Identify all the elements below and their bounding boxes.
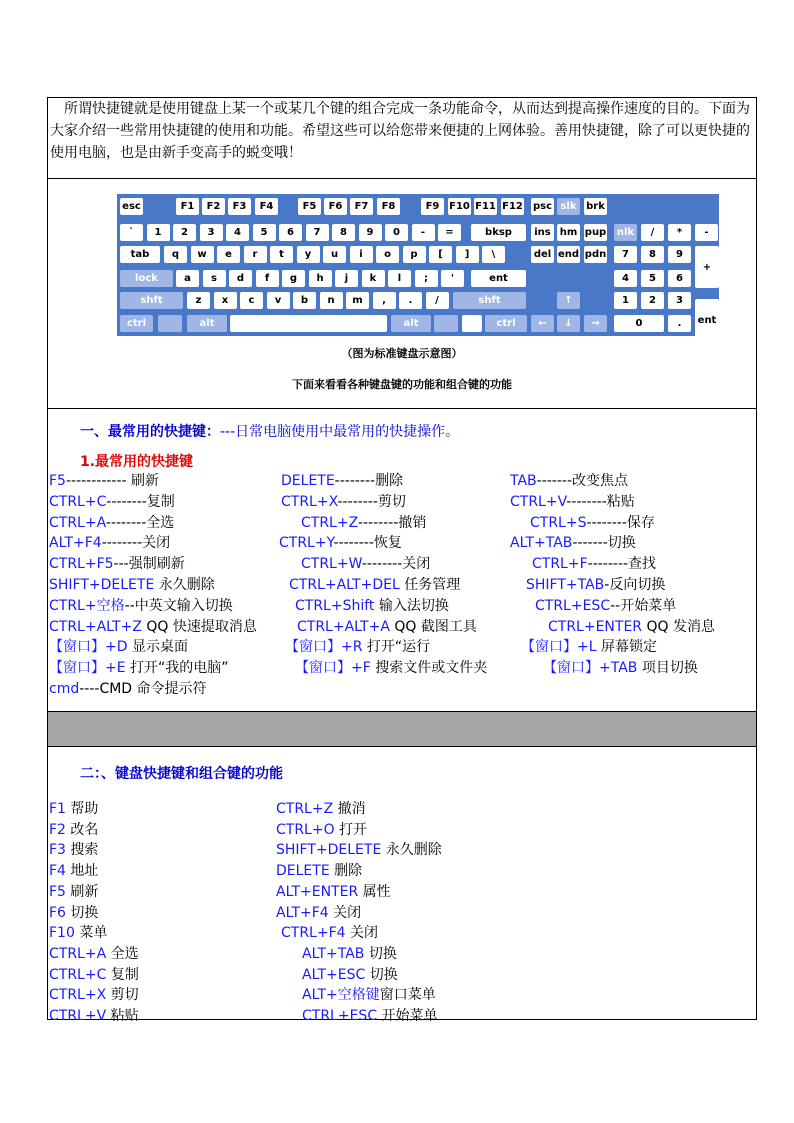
key-8: 8	[332, 224, 355, 241]
shortcut-item	[510, 471, 628, 491]
shortcut-action: -------改变焦点	[536, 473, 629, 489]
shortcut-action: --------关闭	[361, 556, 431, 573]
shortcut-item	[301, 513, 426, 533]
grey-separator	[48, 712, 756, 747]
shortcut-item	[281, 492, 406, 512]
function-item	[49, 882, 98, 902]
shortcut-action: --中英文输入切换	[124, 597, 233, 614]
function-item	[49, 985, 139, 1005]
function-desc: 切换	[364, 945, 397, 962]
key-.: .	[399, 292, 422, 309]
function-key: ALT+TAB	[302, 945, 365, 962]
shortcut-functions-section	[48, 747, 756, 1024]
function-key: F10	[49, 925, 75, 942]
function-desc: 打开	[334, 821, 368, 838]
function-key: CTRL+X	[49, 987, 107, 1004]
shortcut-item	[521, 637, 657, 657]
section1-heading	[80, 421, 459, 441]
function-desc: 删除	[329, 863, 363, 880]
shortcut-key: DELETE	[281, 473, 335, 489]
shortcut-item	[49, 617, 257, 637]
key-p: p	[403, 246, 426, 263]
shortcut-item	[49, 533, 170, 553]
key-`: `	[120, 224, 143, 241]
key-del: del	[531, 246, 554, 263]
key-8: 8	[641, 246, 664, 263]
key-ctrl: ctrl	[120, 315, 153, 332]
shortcut-item	[289, 575, 460, 595]
key-F9: F9	[421, 198, 444, 215]
function-desc: 关闭	[328, 904, 362, 921]
shortcut-item	[49, 679, 207, 699]
key-end: end	[557, 246, 580, 263]
shortcut-item	[548, 617, 715, 637]
function-key: CTRL+Z	[276, 801, 334, 817]
key-\: \	[482, 246, 505, 263]
shortcut-key: 【窗口】+L	[521, 639, 597, 656]
shortcut-action: --------保存	[586, 514, 655, 531]
key-↑: ↑	[557, 292, 580, 309]
function-item	[302, 965, 398, 985]
shortcut-key: CTRL+空格	[49, 597, 125, 614]
key-l: l	[388, 270, 411, 287]
function-item	[49, 861, 98, 881]
shortcut-action: 输入法切换	[374, 597, 449, 614]
function-key: F6	[49, 904, 66, 921]
shortcut-item	[530, 513, 655, 533]
key-c: c	[240, 292, 263, 309]
key-y: y	[297, 246, 320, 263]
function-key: CTRL+O	[276, 821, 335, 838]
key-pup: pup	[584, 224, 607, 241]
key-bksp: bksp	[471, 224, 526, 241]
key-ent: ent	[695, 299, 719, 341]
key-F7: F7	[350, 198, 373, 215]
key-k: k	[362, 270, 385, 287]
shortcut-key: CTRL+Y	[279, 535, 334, 552]
function-item	[49, 944, 139, 964]
shortcut-item	[49, 575, 215, 595]
shortcut-item	[297, 617, 477, 637]
function-key: CTRL+A	[49, 945, 107, 962]
shortcut-key: 【窗口】+R	[285, 639, 363, 656]
key--: -	[695, 224, 718, 241]
function-item	[49, 799, 98, 819]
function-item	[49, 965, 139, 985]
key-shft: shft	[453, 292, 526, 309]
shortcut-key: CTRL+Shift	[295, 597, 375, 614]
common-shortcuts-section	[48, 409, 756, 712]
function-key: ALT+ENTER	[276, 883, 359, 900]
function-item	[276, 840, 442, 860]
shortcut-item	[532, 554, 656, 574]
function-key: CTRL+C	[49, 966, 107, 983]
shortcut-action: QQ 快速提取消息	[141, 618, 257, 635]
shortcut-action: --------剪切	[337, 493, 406, 510]
key--: -	[412, 224, 435, 241]
shortcut-item	[285, 637, 430, 657]
key-+: +	[695, 246, 719, 288]
section2-heading: 二：、键盘快捷键和组合键的功能	[80, 766, 283, 782]
key-z: z	[187, 292, 210, 309]
function-desc: 切换	[365, 966, 398, 983]
key-i: i	[350, 246, 373, 263]
shortcut-key: 【窗口】+D	[49, 639, 128, 656]
function-item	[49, 1006, 139, 1026]
function-key: SHIFT+DELETE	[276, 842, 382, 859]
shortcut-action: 任务管理	[399, 577, 461, 593]
key-alt: alt	[391, 315, 431, 332]
shortcut-key: 【窗口】+TAB	[543, 660, 638, 677]
shortcut-item	[543, 658, 698, 678]
shortcut-action: -反向切换	[604, 577, 666, 593]
key-F4: F4	[255, 198, 278, 215]
key-,: ,	[373, 292, 396, 309]
function-desc: 窗口菜单	[379, 987, 436, 1004]
keyboard-caption: （图为标准键盘示意图）	[341, 347, 463, 360]
function-item	[276, 820, 367, 840]
function-item	[276, 799, 366, 819]
key-1: 1	[614, 292, 637, 309]
shortcut-item	[535, 596, 676, 616]
key-d: d	[229, 270, 252, 287]
key-b: b	[293, 292, 316, 309]
key-tab: tab	[120, 246, 160, 263]
key-F3: F3	[228, 198, 251, 215]
key-F8: F8	[377, 198, 400, 215]
shortcut-action: 永久删除	[154, 577, 215, 593]
key-x: x	[214, 292, 237, 309]
shortcut-key: CTRL+W	[301, 556, 362, 573]
key-F5: F5	[298, 198, 321, 215]
key-hm: hm	[557, 224, 580, 241]
shortcut-key: CTRL+Z	[301, 514, 358, 531]
key-3: 3	[668, 292, 691, 309]
shortcut-key: CTRL+ALT+Z	[49, 618, 142, 635]
function-item	[276, 882, 391, 902]
key-ctrl: ctrl	[485, 315, 527, 332]
key-a: a	[176, 270, 199, 287]
shortcut-key: TAB	[510, 473, 537, 489]
shortcut-key: CTRL+A	[49, 514, 106, 531]
function-key: CTRL+F4	[281, 925, 346, 942]
function-desc: 撤消	[333, 801, 366, 817]
document-table	[47, 97, 757, 1024]
shortcut-action: 屏幕锁定	[596, 639, 657, 656]
key-blank	[462, 315, 482, 332]
key-9: 9	[668, 246, 691, 263]
function-key: ALT+F4	[276, 904, 329, 921]
key-nlk: nlk	[614, 224, 637, 241]
shortcut-action: --------全选	[105, 514, 175, 531]
key-5: 5	[641, 270, 664, 287]
shortcut-item	[526, 575, 665, 595]
key-m: m	[346, 292, 369, 309]
shortcut-key: CTRL+ALT+DEL	[289, 577, 400, 593]
function-key: DELETE	[276, 863, 330, 880]
key-s: s	[203, 270, 226, 287]
function-key: ALT+空格键	[302, 987, 380, 1004]
shortcut-action: --------撤销	[357, 514, 427, 531]
key-0: 0	[614, 315, 664, 332]
key-→: →	[584, 315, 607, 332]
key-/: /	[426, 292, 449, 309]
key-F10: F10	[448, 198, 471, 215]
key-↓: ↓	[557, 315, 580, 332]
shortcut-key: CTRL+X	[281, 493, 338, 510]
shortcut-action: QQ 截图工具	[389, 618, 477, 635]
function-item	[276, 861, 362, 881]
intro-paragraph: 所谓快捷键就是使用键盘上某一个或某几个键的组合完成一条功能命令，从而达到提高操作速度的目的。下面为大家介绍一些常用快捷键的使用和功能。希望这些可以给您带来便捷的上网体验。善用快捷键，除了可以更快捷的使用电脑，也是由新手变高手的蜕变哦！	[50, 101, 750, 161]
shortcut-key: 【窗口】+E	[49, 660, 126, 677]
key-g: g	[282, 270, 305, 287]
shortcut-key: CTRL+V	[510, 493, 567, 510]
key-F12: F12	[501, 198, 524, 215]
key-esc: esc	[120, 198, 143, 215]
key-ins: ins	[531, 224, 554, 241]
function-key: F3	[49, 842, 66, 859]
section1-heading-title: 一、最常用的快捷键：	[80, 424, 220, 440]
shortcut-key: CTRL+ESC	[535, 597, 611, 614]
key-slk: slk	[557, 198, 580, 215]
key-r: r	[244, 246, 267, 263]
function-item	[281, 923, 378, 943]
shortcut-action: --------关闭	[101, 535, 171, 552]
shortcut-item	[510, 533, 636, 553]
key-F6: F6	[324, 198, 347, 215]
function-item	[49, 840, 98, 860]
key-/: /	[641, 224, 664, 241]
shortcut-item	[49, 554, 185, 574]
function-desc: 属性	[358, 883, 391, 900]
key-t: t	[270, 246, 293, 263]
key-F1: F1	[176, 198, 199, 215]
key-.: .	[668, 315, 691, 332]
key-*: *	[668, 224, 691, 241]
key-=: =	[438, 224, 461, 241]
key-[: [	[429, 246, 452, 263]
shortcut-action: --------粘贴	[566, 493, 635, 510]
key-F2: F2	[202, 198, 225, 215]
shortcut-action: QQ 发消息	[642, 618, 715, 635]
key-pdn: pdn	[584, 246, 607, 263]
key-7: 7	[614, 246, 637, 263]
function-desc: 剪切	[106, 987, 139, 1004]
shortcut-item	[49, 513, 174, 533]
section1-subheading: 1.最常用的快捷键	[80, 454, 194, 470]
function-item	[302, 944, 397, 964]
key-9: 9	[359, 224, 382, 241]
key-0: 0	[385, 224, 408, 241]
function-desc: 切换	[65, 904, 99, 921]
key-brk: brk	[584, 198, 607, 215]
shortcut-action: ----CMD 命令提示符	[79, 681, 207, 697]
function-item	[302, 985, 436, 1005]
shortcut-key: F5	[49, 473, 66, 489]
key-4: 4	[614, 270, 637, 287]
key-v: v	[267, 292, 290, 309]
key-]: ]	[456, 246, 479, 263]
function-key: F1	[49, 801, 66, 817]
key-w: w	[191, 246, 214, 263]
shortcut-action: --------查找	[587, 556, 657, 573]
key-n: n	[320, 292, 343, 309]
key-6: 6	[668, 270, 691, 287]
shortcut-action: --------删除	[334, 473, 404, 489]
shortcut-action: ------------ 刷新	[65, 473, 160, 489]
key-alt: alt	[187, 315, 227, 332]
key-blank	[158, 315, 182, 332]
function-desc: 关闭	[345, 925, 378, 942]
key-u: u	[323, 246, 346, 263]
key-←: ←	[531, 315, 554, 332]
function-desc: 复制	[106, 966, 139, 983]
keyboard-subcaption: 下面来看看各种键盘键的功能和组合键的功能	[292, 378, 512, 391]
function-desc: 改名	[65, 821, 99, 838]
shortcut-key: ALT+TAB	[510, 535, 573, 552]
key-h: h	[309, 270, 332, 287]
shortcut-item	[510, 492, 635, 512]
shortcut-key: CTRL+ALT+A	[297, 618, 390, 635]
key-4: 4	[226, 224, 249, 241]
key-2: 2	[173, 224, 196, 241]
function-item	[49, 923, 107, 943]
key-lock: lock	[120, 270, 173, 287]
function-desc: 开始菜单	[377, 1008, 438, 1024]
shortcut-item	[49, 596, 233, 616]
shortcut-key: 【窗口】+F	[295, 660, 371, 677]
key-e: e	[217, 246, 240, 263]
shortcut-key: CTRL+F	[532, 556, 588, 573]
shortcut-key: SHIFT+DELETE	[49, 577, 155, 593]
key-o: o	[376, 246, 399, 263]
shortcut-key: ALT+F4	[49, 535, 102, 552]
shortcut-item	[49, 637, 188, 657]
shortcut-item	[301, 554, 430, 574]
keyboard-diagram	[117, 194, 719, 336]
function-key: F5	[49, 883, 66, 900]
shortcut-key: SHIFT+TAB	[526, 577, 605, 593]
key-psc: psc	[531, 198, 554, 215]
key-2: 2	[641, 292, 664, 309]
key-3: 3	[200, 224, 223, 241]
shortcut-item	[49, 471, 159, 491]
key-blank	[230, 315, 387, 332]
function-desc: 搜索	[65, 842, 99, 859]
key-ent: ent	[471, 270, 526, 287]
function-desc: 粘贴	[106, 1008, 139, 1024]
shortcut-action: 打开“运行	[362, 639, 431, 656]
key-5: 5	[253, 224, 276, 241]
key-shft: shft	[120, 292, 183, 309]
key-F11: F11	[474, 198, 497, 215]
shortcut-key: CTRL+ENTER	[548, 618, 643, 635]
shortcut-key: CTRL+S	[530, 514, 587, 531]
function-key: ALT+ESC	[302, 966, 366, 983]
key-j: j	[335, 270, 358, 287]
key-6: 6	[279, 224, 302, 241]
key-;: ;	[415, 270, 438, 287]
function-item	[49, 903, 98, 923]
function-desc: 菜单	[74, 925, 108, 942]
key-blank	[434, 315, 458, 332]
key-q: q	[164, 246, 187, 263]
shortcut-action: --开始菜单	[610, 597, 677, 614]
function-key: CTRL+V	[49, 1008, 107, 1024]
shortcut-key: CTRL+C	[49, 493, 107, 510]
function-desc: 帮助	[65, 801, 99, 817]
function-item	[276, 903, 361, 923]
shortcut-action: 搜索文件或文件夹	[370, 660, 488, 677]
function-desc: 永久删除	[381, 842, 442, 859]
shortcut-item	[295, 596, 449, 616]
shortcut-key: cmd	[49, 681, 80, 697]
shortcut-action: --------复制	[106, 493, 175, 510]
shortcut-item	[49, 658, 229, 678]
function-desc: 全选	[106, 945, 139, 962]
function-item	[49, 820, 98, 840]
keyboard-section	[48, 179, 756, 409]
function-desc: 刷新	[65, 883, 99, 900]
function-key: F4	[49, 863, 66, 880]
key-1: 1	[147, 224, 170, 241]
function-item	[302, 1006, 438, 1026]
key-7: 7	[306, 224, 329, 241]
key-': '	[441, 270, 464, 287]
function-key: F2	[49, 821, 66, 838]
function-desc: 地址	[65, 863, 99, 880]
shortcut-action: ---强制刷新	[113, 556, 185, 573]
shortcut-action: 显示桌面	[127, 639, 188, 656]
shortcut-key: CTRL+F5	[49, 556, 114, 573]
shortcut-action: -------切换	[572, 535, 636, 552]
shortcut-action: 打开“我的电脑”	[125, 660, 229, 677]
shortcut-item	[279, 533, 402, 553]
intro-section	[48, 98, 756, 179]
key-f: f	[256, 270, 279, 287]
shortcut-action: 项目切换	[637, 660, 698, 677]
function-key: CTRL+ESC	[302, 1008, 378, 1024]
shortcut-item	[49, 492, 175, 512]
shortcut-action: --------恢复	[333, 535, 402, 552]
section1-heading-desc: ---日常电脑使用中最常用的快捷操作。	[220, 424, 460, 440]
shortcut-item	[281, 471, 403, 491]
shortcut-item	[295, 658, 487, 678]
